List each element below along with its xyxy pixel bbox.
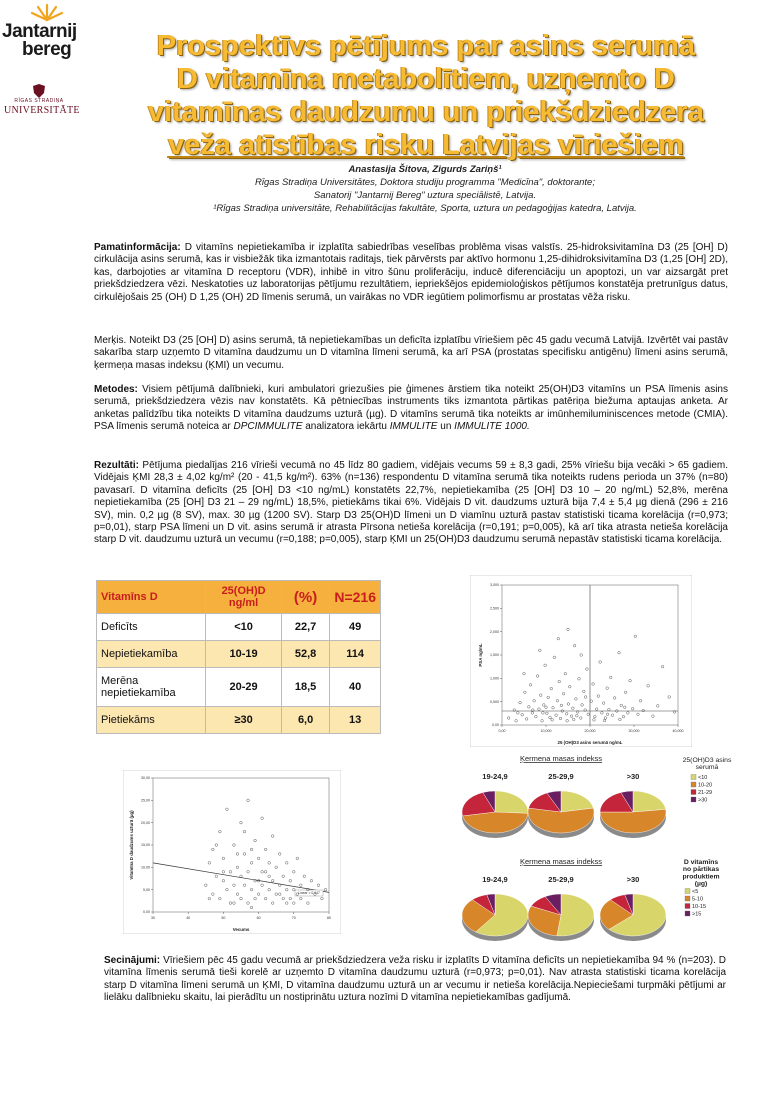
x-tick-label: 20,000 xyxy=(584,729,596,733)
legend-title: 25(OH)D3 asins serumā xyxy=(682,757,732,772)
table-row xyxy=(97,641,381,668)
y-tick-label: 15,00 xyxy=(141,843,150,848)
y-tick-label: 0,00 xyxy=(143,910,150,915)
x-tick-label: 50 xyxy=(221,916,226,920)
table-header-row xyxy=(97,581,381,614)
y-tick-label: 25,00 xyxy=(141,798,150,803)
legend-swatch xyxy=(691,797,696,802)
bmi-intake-pies xyxy=(443,855,773,957)
x-tick-label: 40,000 xyxy=(672,729,684,733)
table-cell-label: Pietiekāms xyxy=(97,707,206,734)
results-label: Rezultāti: xyxy=(94,460,139,471)
methods-text-1: Visiem pētījumā dalībnieki, kuri ambulatori griezušies pie ģimenes ārstiem tika noteikt 25(OH)D3 vitamīns un PSA līmenis asins serumā, priekšdziedzera vēzis nav konstatēts. Kā pētniecības instruments tiks izmantota pārtikas patēriņa biežuma aptaujas anketa. Ar anketas palīdzību tika noteikts D vitamīna daudzums uzturā (µg). D vitamīns serumā tika noteikts ar imūnhemiluminiscences metode (CMIA). PSA līmenis serumā noteica ar xyxy=(94,384,728,433)
rsu-logo-line-2: UNIVERSITĀTE xyxy=(4,105,80,116)
table-cell-label: Nepietiekamība xyxy=(97,641,206,668)
title-line: D vitamīna metabolītiem, uzņemto D xyxy=(177,63,675,95)
y-tick-label: 1,000 xyxy=(490,676,499,681)
methods-italic-2: IMMULITE xyxy=(389,421,438,433)
table-header-cell: (%) xyxy=(281,581,330,614)
x-tick-label: 0,00 xyxy=(498,729,506,733)
legend-label: 21-29 xyxy=(698,790,713,796)
bmi-serum-pies xyxy=(443,752,773,852)
x-tick-label: 80 xyxy=(327,916,331,920)
y-tick-label: 0,500 xyxy=(490,699,499,704)
legend-swatch xyxy=(685,889,690,894)
legend-label: >15 xyxy=(692,911,702,918)
x-tick-label: 70 xyxy=(291,916,296,920)
pie-title: Ķermena masas indekss xyxy=(519,754,603,763)
chart-frame xyxy=(123,770,341,934)
table-header-cell: N=216 xyxy=(330,581,381,614)
legend-label: <10 xyxy=(698,775,708,781)
legend-label: 5-10 xyxy=(692,896,704,903)
x-axis-label: Vecums xyxy=(232,927,250,932)
table-cell-pct: 6,0 xyxy=(281,707,330,734)
legend-swatch xyxy=(685,896,690,901)
table-header-cell: Vitamīns D xyxy=(97,581,206,614)
pie-group-label: 19-24,9 xyxy=(482,772,508,781)
table-cell-pct: 22,7 xyxy=(281,614,330,641)
table-cell-label: Merēna nepietiekamība xyxy=(97,668,206,707)
x-tick-label: 40 xyxy=(186,916,191,920)
affiliation-1: Rīgas Stradiņa Universitātes, Doktora studiju programma "Medicīna", doktorante; xyxy=(255,177,595,188)
logo-word-1: Jantarnij xyxy=(2,21,77,42)
table-cell-range: 10-19 xyxy=(206,641,282,668)
methods-italic-3: IMMULITE 1000. xyxy=(454,421,530,433)
affiliation-3: ¹Rīgas Stradiņa universitāte, Rehabilitācijas fakultāte, Sporta, uztura un pedagoģijas katedra, Latvija. xyxy=(213,203,637,214)
y-tick-label: 0,00 xyxy=(492,723,499,728)
legend-label: >30 xyxy=(698,797,708,804)
affiliation-2: Sanatorij "Jantarnij Bereg" uztura speciālistē, Latvija. xyxy=(313,190,537,201)
x-axis-label: 25 (OH)D3 asins serumā ng/mL xyxy=(557,740,623,745)
y-axis-label: Vitamīna D daudzums uzturā (µg) xyxy=(129,810,134,880)
y-tick-label: 10,00 xyxy=(141,865,150,870)
conclusions-paragraph xyxy=(104,955,726,1005)
legend-label: 10-15 xyxy=(692,904,707,910)
logo-word-2: bereg xyxy=(22,39,72,60)
legend-label: 10-20 xyxy=(698,782,713,789)
legend-swatch xyxy=(691,790,696,795)
chart-frame xyxy=(470,575,692,747)
table-row xyxy=(97,668,381,707)
y-tick-label: 2,000 xyxy=(490,629,499,634)
pie-slice xyxy=(495,791,528,813)
table-cell-range: ≥30 xyxy=(206,707,282,734)
legend-swatch xyxy=(691,782,696,787)
table-cell-n: 114 xyxy=(330,641,381,668)
jantarnij-bereg-logo xyxy=(2,2,77,74)
y-tick-label: 20,00 xyxy=(141,820,150,825)
table-cell-range: 20-29 xyxy=(206,668,282,707)
authors-block xyxy=(120,163,730,215)
legend-label: <5 xyxy=(692,889,699,895)
table-header-cell: 25(OH)D ng/ml xyxy=(206,581,282,614)
legend-swatch xyxy=(685,911,690,916)
legend-title: D vitamīns no pārtikas produktiem (µg) xyxy=(682,859,720,888)
results-paragraph xyxy=(94,460,728,547)
table-cell-label: Deficīts xyxy=(97,614,206,641)
author-names: Anastasija Šitova, Zigurds Zariņš¹ xyxy=(348,164,502,175)
table-cell-n: 13 xyxy=(330,707,381,734)
y-axis-label: PSA ng/mL xyxy=(478,643,483,667)
x-tick-label: 10,000 xyxy=(540,729,552,733)
aim-text: Noteikt D3 (25 [OH] D) asins serumā, tā nepietiekamības un deficīta izplatību vīriešiem pēc 45 gadu vecumā Latvijā. Izvērtēt vai pastāv sakarība starp uzņemto D vitamīna daudzumu un D vitamīna līmeni serumā, ka arī PSA (prostatas specifisku antigēnu) līmeni asins serumā, ķermeņa masas indeksu (ĶMI) un vecumu. xyxy=(94,335,728,371)
methods-paragraph xyxy=(94,384,728,434)
pie-group-label: >30 xyxy=(626,875,640,884)
legend-swatch xyxy=(685,904,690,909)
rsu-logo-line-1: RĪGAS STRADIŅA xyxy=(14,98,64,104)
title-line: veža atīstības risku Latvijas vīriešiem xyxy=(168,129,684,161)
crest-icon xyxy=(31,84,47,98)
x-tick-label: 30 xyxy=(151,916,155,920)
methods-label: Metodes: xyxy=(94,384,138,395)
title-line: vitamīnas daudzumu un priekšdziedzera xyxy=(148,96,704,128)
table-row xyxy=(97,707,381,734)
x-tick-label: 30,000 xyxy=(628,729,640,733)
pie-title: Ķermena masas indekss xyxy=(519,857,603,866)
rsu-logo xyxy=(4,84,80,124)
y-tick-label: 1,500 xyxy=(490,653,499,658)
psa-vs-vitd-scatter xyxy=(470,575,692,747)
title-line: Prospektīvs pētījums par asins serumā xyxy=(156,30,696,62)
results-text: Pētījuma piedalījas 216 vīrieši vecumā no 45 līdz 80 gadiem, vidējais vecums 59 ± 8,3 gadi, 25% vīriešu bija vecāki > 65 gadiem. Vidējais ĶMI 28,3 ± 4,02 kg/m² (20 - 41,5 kg/m²). 63% (n=136) respondentu D vitamīna serumā tika noteikts rudens perioda un 37% (n=80) pavasarī. D vitamīna deficīts (25 [OH] D3 <10 ng/mL) konstatēts 22,7%, nepietiekamība (25 [OH] D3 10 – 20 ng/mL) 52,8%, merēna nepietiekamība (25 [OH] D3 21 – 29 ng/mL) 18,5%, pietiekāms tikai 6%. Vidējais D vit. daudzums uzturā bija 7,4 ± 5,4 µg dienā (296 ± 216 SV), min. 0,2 µg (8 SV), max. 30 µg (1200 SV). Starp D3 25(OH)D līmeni un D viamīnu uzturā pastav statistiski ticama korelācija (r=0,973; p=0,01), starp PSA līmeni un D vit. asins serumā ir atrasta Pīrsona netieša korelācija (r=0,191; p=0,005), kā arī tika atrasta netieša korelācija starp D vit. daudzumu uzturā un vecumu (r=0,188; p=0,005), starp ĶMI un 25(OH)D3 daudzumu serumā nepastāv statistiski ticama korelācija. xyxy=(94,460,728,546)
sun-icon xyxy=(30,2,64,22)
methods-text-3: un xyxy=(437,421,455,433)
table-cell-n: 49 xyxy=(330,614,381,641)
vitd-intake-vs-age-scatter xyxy=(123,770,341,934)
table-cell-pct: 18,5 xyxy=(281,668,330,707)
conclusions-text: Vīriešiem pēc 45 gadu vecumā ar priekšdziedzera veža risku ir izplatīts D vitamīna deficīts un nepietiekamība 94 % (n=203). D vitamīna līmenis serumā tieši korelē ar uzņemto D vitamīna daudzumu uzturā (r=0,973; p=0,01). Nav atrasta statistiski ticama korelācija starp D vitamīna līmeni serumā un ĶMI, D vitamīna daudzumu uzturā un ar vecumu ir netieša korelācija.Nepieciešami turpmāki pētījumi ar lielāku dalībnieku skaitu, lai pierādītu un nostiprinātu uztura nozīmi D vitamīna nepietiekamības gadījumā. xyxy=(104,955,726,1004)
pie-group-label: 25-29,9 xyxy=(548,875,574,884)
pie-group-label: 25-29,9 xyxy=(548,772,574,781)
methods-text-2: analizatora iekārtu xyxy=(302,421,390,433)
y-tick-label: 2,500 xyxy=(490,606,499,611)
background-text: D vitamīns nepietiekamība ir izplatīta sabiedrības veselības problēma visas valstīs. 25-hidroksivitamīna D3 (25 [OH] D) cirkulācija asins serumā, kas ir visbiežāk tika izmantotais raditajs, tiek pārvērsts par aktīvo hormonu 1,25-dihidroksivitamīna D3 (1,25 [OH] 2D), kas, darbojoties ar vitamīna D receptoru (VDR), inhibē in vitro šūnu proliferāciju, inducē diferenciāciju un apoptozi, un var aizsargāt pret priekšdziedzera vēzi. Neskatoties uz laboratorijas pētījumu rezultātiem, iepriekšējos epidemioloģiskos pētījumos konstatēja pretrunīgus datus, cirkulējošais 25 (OH) D 1,25 (OH) 2D līmenis serumā, un vairākas no VDR iegūtiem polimorfismu ar prostatas vēža risku. xyxy=(94,242,728,303)
aim-label: Merķis. xyxy=(94,335,127,346)
pie-group-label: 19-24,9 xyxy=(482,875,508,884)
y-tick-label: 30,00 xyxy=(141,776,150,781)
legend-swatch xyxy=(691,775,696,780)
methods-italic-1: DPCIMMULITE xyxy=(233,421,303,433)
y-tick-label: 3,000 xyxy=(490,583,499,588)
vitamin-d-table xyxy=(96,580,381,734)
x-tick-label: 60 xyxy=(256,916,261,920)
table-cell-range: <10 xyxy=(206,614,282,641)
background-label: Pamatinformācija: xyxy=(94,242,181,253)
fit-label: Linear = 0.047 xyxy=(298,891,320,896)
y-tick-label: 5,00 xyxy=(143,887,150,892)
pie-group-label: >30 xyxy=(626,772,640,781)
poster-title xyxy=(96,30,756,162)
table-cell-n: 40 xyxy=(330,668,381,707)
table-cell-pct: 52,8 xyxy=(281,641,330,668)
pie-slice xyxy=(633,791,666,812)
conclusions-label: Secinājumi: xyxy=(104,955,161,966)
aim-paragraph xyxy=(94,335,728,372)
background-paragraph xyxy=(94,242,728,304)
table-row xyxy=(97,614,381,641)
